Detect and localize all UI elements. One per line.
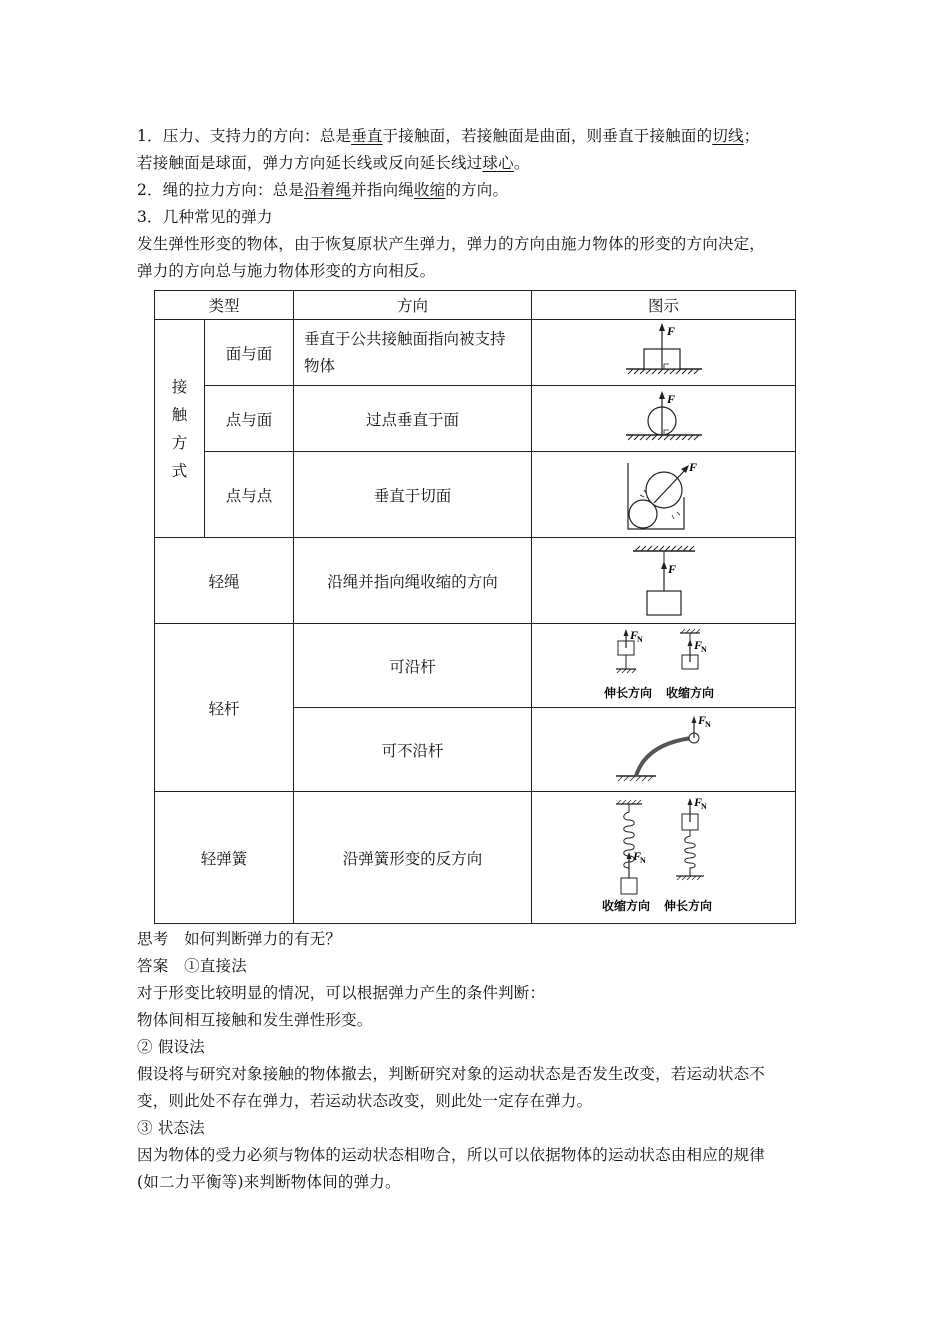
compress-label: 收缩方向	[665, 685, 714, 700]
text: ；	[743, 127, 760, 145]
direction-point-surface: 过点垂直于面	[294, 386, 532, 452]
force-label: F	[697, 713, 706, 727]
text: 的方向。	[445, 181, 509, 199]
compress-label: 收缩方向	[601, 898, 650, 913]
underlined-term: 切线	[712, 127, 744, 145]
elastic-force-table	[154, 290, 796, 924]
rope-hanging-block-diagram	[629, 543, 699, 619]
diagram-light-rod-not-along	[532, 708, 796, 792]
answer-3-line-2: (如二力平衡等)来判断物体间的弹力。	[137, 1173, 401, 1191]
think-question: 思考 如何判断弹力的有无？	[137, 930, 342, 948]
para-4-line-2: 弹力的方向总与施力物体形变的方向相反。	[137, 262, 436, 280]
type-light-rope: 轻绳	[155, 538, 294, 624]
text: 垂直于公共接触面指向被支持	[304, 329, 506, 348]
stretch-label: 伸长方向	[663, 898, 712, 913]
sub-type-point-point: 点与点	[205, 452, 294, 538]
force-subscript: N	[700, 644, 707, 654]
para-1-line-2	[137, 151, 530, 173]
para-4-line-1: 发生弹性形变的物体，由于恢复原状产生弹力，弹力的方向由施力物体的形变的方向决定，	[137, 235, 766, 253]
direction-light-rod-not-along: 可不沿杆	[294, 708, 532, 792]
text: 1．压力、支持力的方向：总是	[137, 127, 352, 145]
direction-light-rod-along: 可沿杆	[294, 624, 532, 708]
diagram-point-point	[532, 452, 796, 538]
answer-heading: 答案 ①直接法	[137, 957, 247, 975]
method-2-heading: ② 假设法	[137, 1038, 205, 1056]
char: 接	[171, 377, 188, 396]
answer-1-line-2: 物体间相互接触和发生弹性形变。	[137, 1011, 373, 1029]
para-3: 3．几种常见的弹力	[137, 208, 273, 226]
force-label: F	[693, 795, 702, 809]
text: 于接触面，若接触面是曲面，则垂直于接触面的	[382, 127, 713, 145]
header-direction: 方向	[294, 291, 532, 320]
underlined-term: 收缩	[413, 181, 446, 199]
text: 物体	[304, 356, 336, 375]
diagram-light-rope	[532, 538, 796, 624]
sphere-on-surface-diagram	[626, 389, 702, 449]
force-label: F	[688, 459, 697, 474]
method-3-heading: ③ 状态法	[137, 1119, 205, 1137]
para-2	[137, 178, 508, 200]
header-diagram: 图示	[532, 291, 796, 320]
char: 式	[171, 461, 188, 480]
char: 触	[171, 405, 188, 424]
underlined-term: 垂直	[351, 127, 383, 145]
direction-light-spring: 沿弹簧形变的反方向	[294, 792, 532, 924]
para-1-line-1	[137, 124, 759, 146]
rod-along-diagram	[602, 627, 726, 705]
force-label: F	[693, 637, 702, 652]
direction-surface-surface	[294, 320, 532, 386]
force-label: F	[632, 848, 641, 863]
force-subscript: N	[700, 801, 707, 811]
force-label: F	[666, 323, 675, 338]
force-subscript: N	[704, 719, 711, 729]
diagram-light-spring	[532, 792, 796, 924]
type-light-spring: 轻弹簧	[155, 792, 294, 924]
two-spheres-in-container-diagram	[624, 457, 704, 533]
spring-diagram	[602, 796, 726, 920]
diagram-point-surface	[532, 386, 796, 452]
force-label: F	[666, 391, 675, 406]
sub-type-point-surface: 点与面	[205, 386, 294, 452]
text: 并指向绳	[351, 181, 414, 199]
answer-2-line-1: 假设将与研究对象接触的物体撤去，判断研究对象的运动状态是否发生改变，若运动状态不	[137, 1065, 766, 1083]
underlined-term: 球心	[482, 154, 514, 172]
force-subscript: N	[636, 634, 643, 644]
block-on-surface-diagram	[626, 321, 702, 385]
type-light-rod: 轻杆	[155, 624, 294, 792]
char: 方	[171, 433, 188, 452]
direction-light-rope: 沿绳并指向绳收缩的方向	[294, 538, 532, 624]
bent-rod-diagram	[612, 714, 716, 786]
answer-3-line-1: 因为物体的受力必须与物体的运动状态相吻合，所以可以依据物体的运动状态由相应的规律	[137, 1146, 766, 1164]
text: 。	[513, 154, 530, 172]
answer-1-line-1: 对于形变比较明显的情况，可以根据弹力产生的条件判断：	[137, 984, 546, 1002]
force-label: F	[629, 627, 638, 642]
stretch-label: 伸长方向	[603, 685, 652, 700]
contact-group-label	[155, 320, 205, 538]
answer-2-line-2: 变，则此处不存在弹力，若运动状态改变，则此处一定存在弹力。	[137, 1092, 593, 1110]
diagram-surface-surface	[532, 320, 796, 386]
underlined-term: 沿着绳	[304, 181, 352, 199]
sub-type-surface-surface: 面与面	[205, 320, 294, 386]
header-type: 类型	[155, 291, 294, 320]
text: 若接触面是球面，弹力方向延长线或反向延长线过	[137, 154, 483, 172]
direction-point-point: 垂直于切面	[294, 452, 532, 538]
diagram-light-rod-along	[532, 624, 796, 708]
text: 2．绳的拉力方向：总是	[137, 181, 305, 199]
force-subscript: N	[639, 855, 646, 865]
force-label: F	[667, 561, 676, 576]
